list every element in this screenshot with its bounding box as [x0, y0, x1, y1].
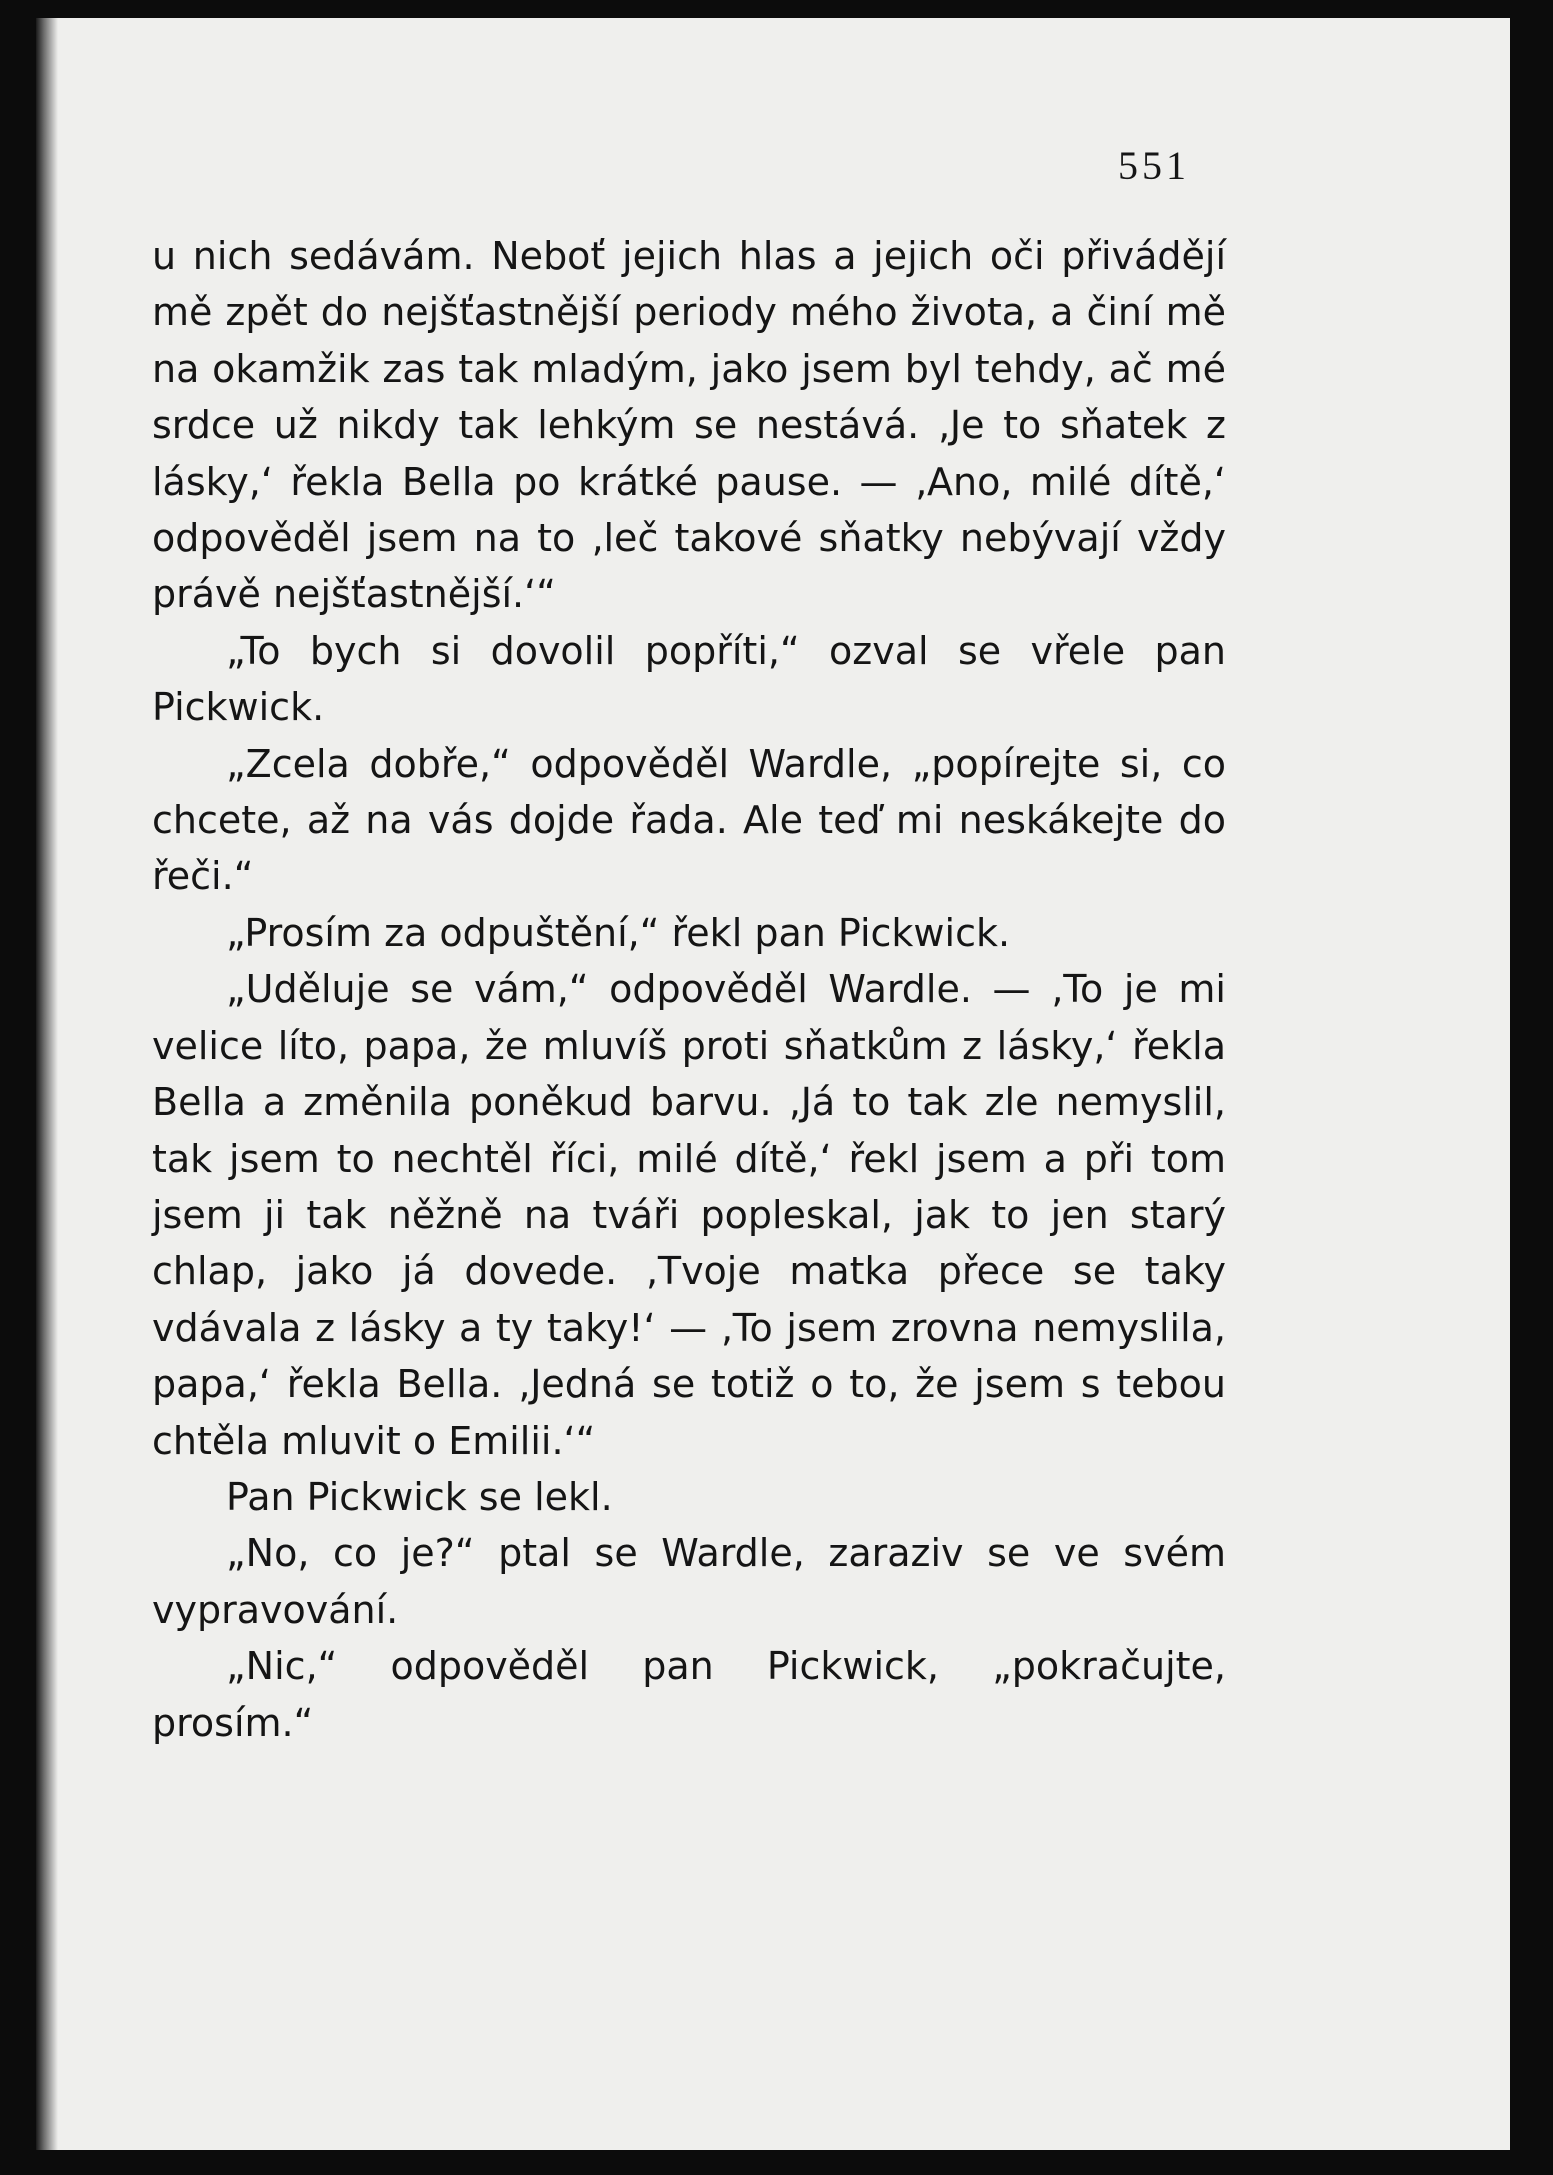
paragraph-6: Pan Pickwick se lekl.: [226, 1474, 613, 1519]
paragraph-1: u nich sedávám. Neboť jejich hlas a jejich oči přivádějí mě zpět do nejšťastnější periody mého života, a činí mě na okamžik zas tak mladým, jako jsem byl tehdy, ač mé srdce už nikdy tak lehkým se nestává. ‚Je to sňatek z lásky,‘ řekla Bella po krátké pause. — ‚Ano, milé dítě,‘ odpověděl jsem na to ‚leč takové sňatky nebývají vždy právě nejšťastnější.‘“: [152, 234, 1226, 617]
paragraph-5: „Uděluje se vám,“ odpověděl Wardle. — ‚To je mi velice líto, papa, že mluvíš proti sňatkům z lásky,‘ řekla Bella a změnila poněkud barvu. ‚Já to tak zle nemyslil, tak jsem to nechtěl říci, milé dítě,‘ řekl jsem a při tom jsem ji tak něžně na tváři popleskal, jak to jen starý chlap, jako já dovede. ‚Tvoje matka přece se taky vdávala z lásky a ty taky!‘ — ‚To jsem zrovna nemyslila, papa,‘ řekla Bella. ‚Jedná se totiž o to, že jsem s tebou chtěla mluvit o Emilii.‘“: [152, 967, 1226, 1463]
paragraph-4: „Prosím za odpuštění,“ řekl pan Pickwick.: [226, 910, 1011, 955]
page-number: 551: [1118, 143, 1190, 188]
paragraph-2: „To bych si dovolil popříti,“ ozval se vřele pan Pickwick.: [152, 628, 1226, 730]
paragraph-3: „Zcela dobře,“ odpověděl Wardle, „popírejte si, co chcete, až na vás dojde řada. Ale teď mi neskákejte do řeči.“: [152, 741, 1226, 899]
paragraph-8: „Nic,“ odpověděl pan Pickwick, „pokračujte, prosím.“: [152, 1644, 1226, 1745]
paragraph-7: „No, co je?“ ptal se Wardle, zaraziv se ve svém vypravování.: [152, 1531, 1226, 1632]
body-text: [152, 228, 1226, 1751]
binding-shadow: [36, 18, 58, 2150]
